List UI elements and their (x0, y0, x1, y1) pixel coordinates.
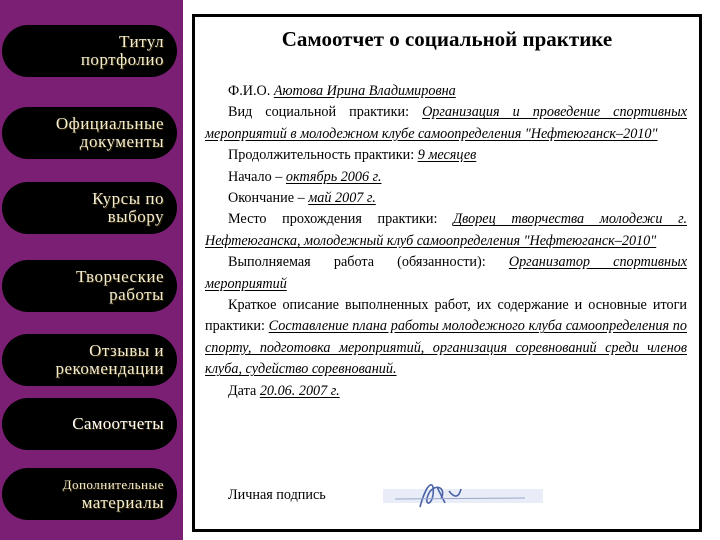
signature-smudge (383, 489, 543, 503)
fio-value: Аютова Ирина Владимировна (273, 83, 456, 99)
page-title: Самоотчет о социальной практике (281, 27, 613, 51)
duration-value: 9 месяцев (417, 147, 477, 164)
date-label: Дата (228, 382, 257, 399)
nav-label-line2: работы (109, 285, 164, 304)
nav-self-reports[interactable] (2, 398, 177, 450)
end-row (205, 188, 687, 209)
summary-row (205, 295, 687, 381)
start-row (205, 167, 687, 188)
start-label: Начало – (228, 168, 283, 185)
nav-label-line1: Дополнительные (62, 477, 164, 492)
practice-type-row (205, 102, 687, 145)
nav-label-line1: Курсы по (92, 189, 164, 208)
duration-row (205, 145, 687, 166)
nav-label-line2: материалы (81, 493, 164, 512)
fio-row (205, 81, 687, 102)
signature-row (205, 487, 326, 504)
work-label: Выполняемая работа (обязанности): (228, 254, 486, 271)
practice-type-label: Вид социальной практики: (228, 104, 410, 121)
summary-label: Краткое описание выполненных работ, их содержание и основные итоги практики: (205, 297, 687, 335)
report-document (192, 14, 702, 532)
place-label: Место прохождения практики: (228, 211, 438, 228)
summary-value: Составление плана работы молодежного клуба самоопределения по спорту, подготовка мероприятий, организация соревнований среди членов клуба, судейство соревнований. (205, 318, 687, 378)
nav-label-line1: Отзывы и (89, 341, 164, 360)
report-body (205, 81, 687, 402)
nav-label-line2: портфолио (80, 50, 164, 69)
end-label: Окончание – (228, 190, 305, 207)
nav-official-documents[interactable] (2, 107, 177, 159)
nav-creative-works[interactable] (2, 260, 177, 312)
signature-label: Личная подпись (228, 487, 326, 503)
nav-label-line1: Самоотчеты (72, 414, 164, 433)
nav-label-line2: рекомендации (55, 359, 164, 378)
nav-label-line1: Творческие (76, 267, 164, 286)
end-value: май 2007 г. (308, 190, 376, 207)
place-value: Дворец творчества молодежи г. Нефтеюганска, молодежный клуб самоопределения "Нефтеюганск–2010" (205, 211, 687, 249)
fio-label: Ф.И.О. (228, 83, 271, 99)
nav-additional-materials[interactable] (2, 468, 177, 520)
nav-label-line2: документы (79, 132, 164, 151)
signature-image (375, 469, 550, 517)
date-row (205, 381, 687, 402)
start-value: октябрь 2006 г. (285, 168, 382, 185)
work-value: Организатор спортивных мероприятий (205, 254, 687, 292)
place-row (205, 209, 687, 252)
nav-label-line1: Титул (119, 32, 164, 51)
divider (183, 0, 191, 540)
work-row (205, 252, 687, 295)
nav-label-line1: Официальные (55, 114, 164, 133)
date-value: 20.06. 2007 г. (259, 382, 340, 399)
nav-title-portfolio[interactable] (2, 25, 177, 77)
nav-elective-courses[interactable] (2, 182, 177, 234)
nav-label-line2: выбору (107, 207, 164, 226)
duration-label: Продолжительность практики: (228, 147, 415, 164)
nav-reviews-recommendations[interactable] (2, 334, 177, 386)
practice-type-value: Организация и проведение спортивных мероприятий в молодежном клубе самоопределения "Нефтеюганск–2010" (205, 104, 687, 142)
sidebar-nav (0, 0, 183, 540)
